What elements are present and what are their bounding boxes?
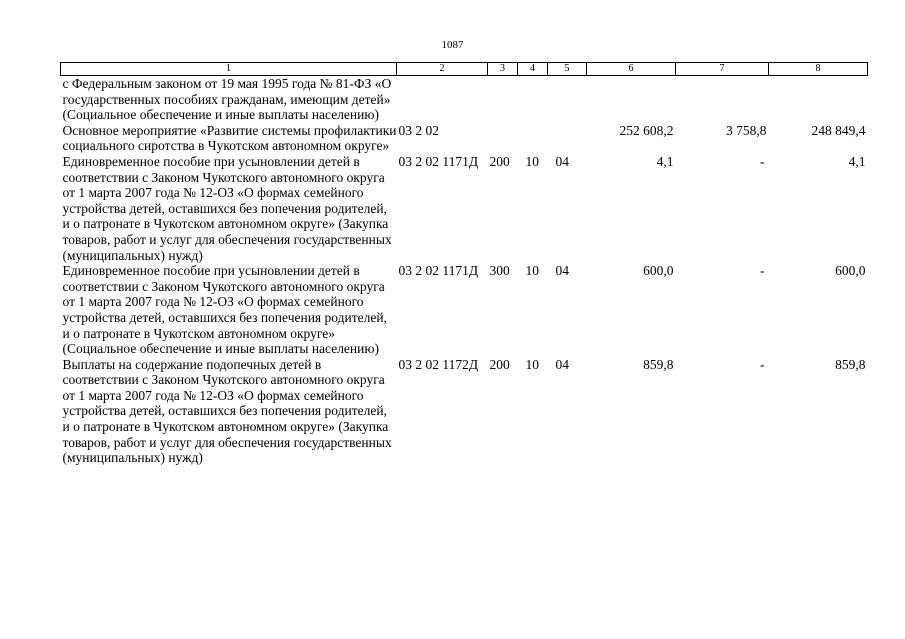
row-total: 600,0 (643, 263, 674, 279)
row-rz (518, 76, 548, 123)
row-name: Единовременное пособие при усыновлении детей в соответствии с Законом Чукотского автономного округа от 1 марта 2007 года № 12-ОЗ «О формах семейного устройства детей, оставшихся без попечения родителей, и о патронате в Чукотском автономном округе» (Социальное обеспечение и иные выплаты населению) (62, 263, 387, 357)
row-code: 03 2 02 1171Д (398, 263, 479, 279)
row-name: Выплаты на содержание подопечных детей в соответствии с Законом Чукотского автономного округа от 1 марта 2007 года № 12-ОЗ «О формах семейного устройства детей, оставшихся без попечения родителей, и о патронате в Чукотском автономном округе» (Закупка товаров, работ и услуг для обеспечения государственных (муниципальных) нужд) (62, 356, 392, 466)
row-code (397, 76, 488, 123)
header-col-8: 8 (769, 63, 868, 76)
row-vr (488, 76, 518, 123)
row-col7: - (760, 356, 765, 372)
row-rz: 10 (525, 356, 539, 372)
page-number: 1087 (441, 39, 464, 51)
row-code: 03 2 02 (398, 122, 439, 138)
row-total (587, 76, 676, 123)
header-col-7: 7 (676, 63, 769, 76)
row-total: 4,1 (656, 153, 674, 169)
budget-table (60, 62, 868, 466)
row-col8: 600,0 (835, 263, 866, 279)
table-row (61, 154, 868, 263)
row-pr: 04 (555, 356, 569, 372)
row-total: 252 608,2 (619, 122, 674, 138)
table-row (61, 123, 868, 154)
row-col8: 859,8 (835, 356, 866, 372)
table-row (61, 357, 868, 466)
row-pr (548, 123, 587, 154)
row-code: 03 2 02 1171Д (398, 153, 479, 169)
table-header (61, 63, 868, 76)
header-col-1: 1 (61, 63, 397, 76)
row-vr: 300 (489, 263, 510, 279)
header-col-6: 6 (587, 63, 676, 76)
header-col-4: 4 (518, 63, 548, 76)
row-total: 859,8 (643, 356, 674, 372)
row-name: Единовременное пособие при усыновлении детей в соответствии с Законом Чукотского автономного округа от 1 марта 2007 года № 12-ОЗ «О формах семейного устройства детей, оставшихся без попечения родителей, и о патронате в Чукотском автономном округе» (Закупка товаров, работ и услуг для обеспечения государственных (муниципальных) нужд) (62, 153, 392, 263)
row-col8 (769, 76, 868, 123)
row-name: Основное мероприятие «Развитие системы профилактики социального сиротства в Чукотском автономном округе» (62, 122, 397, 154)
table-row (61, 76, 868, 123)
header-col-5: 5 (548, 63, 587, 76)
row-vr (488, 123, 518, 154)
row-pr: 04 (555, 153, 569, 169)
table-row (61, 263, 868, 357)
row-code: 03 2 02 1172Д (398, 356, 479, 372)
header-col-3: 3 (488, 63, 518, 76)
header-col-2: 2 (397, 63, 488, 76)
row-vr: 200 (489, 153, 510, 169)
table-body (61, 76, 868, 466)
row-col8: 248 849,4 (811, 122, 866, 138)
row-pr (548, 76, 587, 123)
row-pr: 04 (555, 263, 569, 279)
row-col7: - (760, 263, 765, 279)
row-col7: - (760, 153, 765, 169)
row-rz: 10 (525, 153, 539, 169)
row-col7: 3 758,8 (726, 122, 767, 138)
row-name: с Федеральным законом от 19 мая 1995 года № 81-ФЗ «О государственных пособиях гражданам, имеющим детей» (Социальное обеспечение и иные выплаты населению) (62, 76, 392, 123)
row-col7 (676, 76, 769, 123)
row-rz: 10 (525, 263, 539, 279)
row-col8: 4,1 (848, 153, 866, 169)
header-row (61, 63, 868, 76)
row-vr: 200 (489, 356, 510, 372)
row-rz (518, 123, 548, 154)
